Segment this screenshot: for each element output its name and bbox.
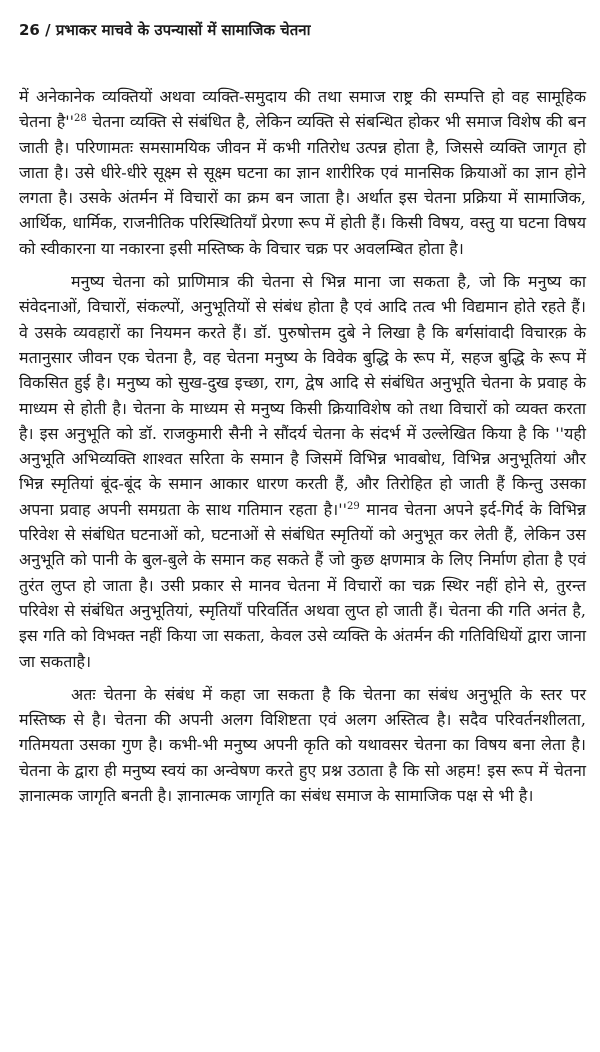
paragraph-1 xyxy=(19,84,586,261)
paragraph-text: चेतना व्यक्ति से संबंधित है, लेकिन व्यक्ति से संबन्धित होकर भी समाज विशेष की बन जाती है। परिणामतः समसामयिक जीवन में कभी गतिरोध उत्पन्न होता है, जिससे व्यक्ति जागृत हो जाता है। उसे धीरे-धीरे सूक्ष्म से सूक्ष्म घटना का ज्ञान शारीरिक एवं मानसिक क्रियाओं का ज्ञान होने लगता है। उसके अंतर्मन में विचारों का क्रम बन जाता है। अर्थात इस चेतना प्रक्रिया में सामाजिक, आर्थिक, धार्मिक, राजनीतिक परिस्थितियाँ प्रेरणा रूप में होती हैं। किसी विषय, वस्तु या घटना विषय को स्वीकारना या नकारना इसी मस्तिष्क के विचार चक्र पर अवलम्बित होता है। xyxy=(19,112,586,258)
book-title: प्रभाकर माचवे के उपन्यासों में सामाजिक चेतना xyxy=(55,21,311,39)
paragraph-text: अतः चेतना के संबंध में कहा जा सकता है कि चेतना का संबंध अनुभूति के स्तर पर मस्तिष्क से है। चेतना की अपनी अलग विशिष्टता एवं अलग अस्तित्व है। सदैव परिवर्तनशीलता, गतिमयता उसका गुण है। कभी-भी मनुष्य अपनी कृति को यथावसर चेतना का विषय बना लेता है। चेतना के द्वारा ही मनुष्य स्वयं का अन्वेषण करते हुए प्रश्न उठाता है कि सो अहम! इस रूप में चेतना ज्ञानात्मक जागृति बनती है। ज्ञानात्मक जागृति का संबंध समाज के सामाजिक पक्ष से भी है। xyxy=(19,684,586,806)
footnote-marker: 29 xyxy=(347,500,360,512)
page-number: 26 xyxy=(19,21,40,39)
header-separator: / xyxy=(45,21,51,39)
paragraph-text: मानव चेतना अपने इर्द-गिर्द के विभिन्न परिवेश से संबंधित घटनाओं को, घटनाओं से संबंधित स्मृतियों को अनुभूत कर लेती हैं, लेकिन उस अनुभूति को पानी के बुल-बुले के समान कह सकते हैं जो कुछ क्षणमात्र के लिए निर्माण होता है एवं तुरंत लुप्त हो जाता है। उसी प्रकार से मानव चेतना में विचारों का चक्र स्थिर नहीं होने से, तुरन्त परिवेश से संबंधित अनुभूतियां, स्मृतियाँ परिवर्तित अथवा लुप्त हो जाती हैं। चेतना की गति अनंत है, इस गति को विभक्त नहीं किया जा सकता, केवल उसे व्यक्ति के अंतर्मन की गतिविधियों द्वारा जाना जा सकताहै। xyxy=(19,499,587,671)
paragraph-text: मनुष्य चेतना को प्राणिमात्र की चेतना से भिन्न माना जा सकता है, जो कि मनुष्य का संवेदनाओं, विचारों, संकल्पों, अनुभूतियों से संबंध होता है एवं आदि तत्व भी विद्यमान होते रहते हैं। वे उसके व्यवहारों का नियमन करते हैं। डॉ. पुरुषोत्तम दुबे ने लिखा है कि बर्गसांवादी विचारक़ के मतानुसार जीवन एक चेतना है, वह चेतना मनुष्य के विवेक बुद्धि के रूप में, सहज बुद्धि के रूप में विकसित हुई है। मनुष्य को सुख-दुख इच्छा, राग, द्वेष आदि से संबंधित अनुभूति चेतना के प्रवाह के माध्यम से होती है। चेतना के माध्यम से मनुष्य किसी क्रियाविशेष को तथा विचारों को व्यक्त करता है। इस अनुभूति को डॉ. राजकुमारी सैनी ने सौंदर्य चेतना के संदर्भ में उल्लेखित किया है कि ''यही अनुभूति अभिव्यक्ति शाश्वत सरिता के समान है जिसमें विभिन्न भावबोध, विभिन्न अनुभूतियां और भिन्न स्मृतियां बूंद-बूंद के समान आकार धारण करती हैं, और तिरोहित हो जाती हैं किन्तु उसका अपना प्रवाह अपनी समग्रता के साथ गतिमान रहता है।'' xyxy=(19,272,586,519)
running-header xyxy=(19,20,586,40)
paragraph-text: में अनेकानेक व्यक्तियों अथवा व्यक्ति-समुदाय की तथा समाज राष्ट्र की सम्पत्ति हो वह सामूहिक चेतना है'' xyxy=(19,87,586,132)
footnote-marker: 28 xyxy=(74,113,87,125)
paragraph-2 xyxy=(19,269,586,674)
paragraph-3 xyxy=(19,682,586,808)
